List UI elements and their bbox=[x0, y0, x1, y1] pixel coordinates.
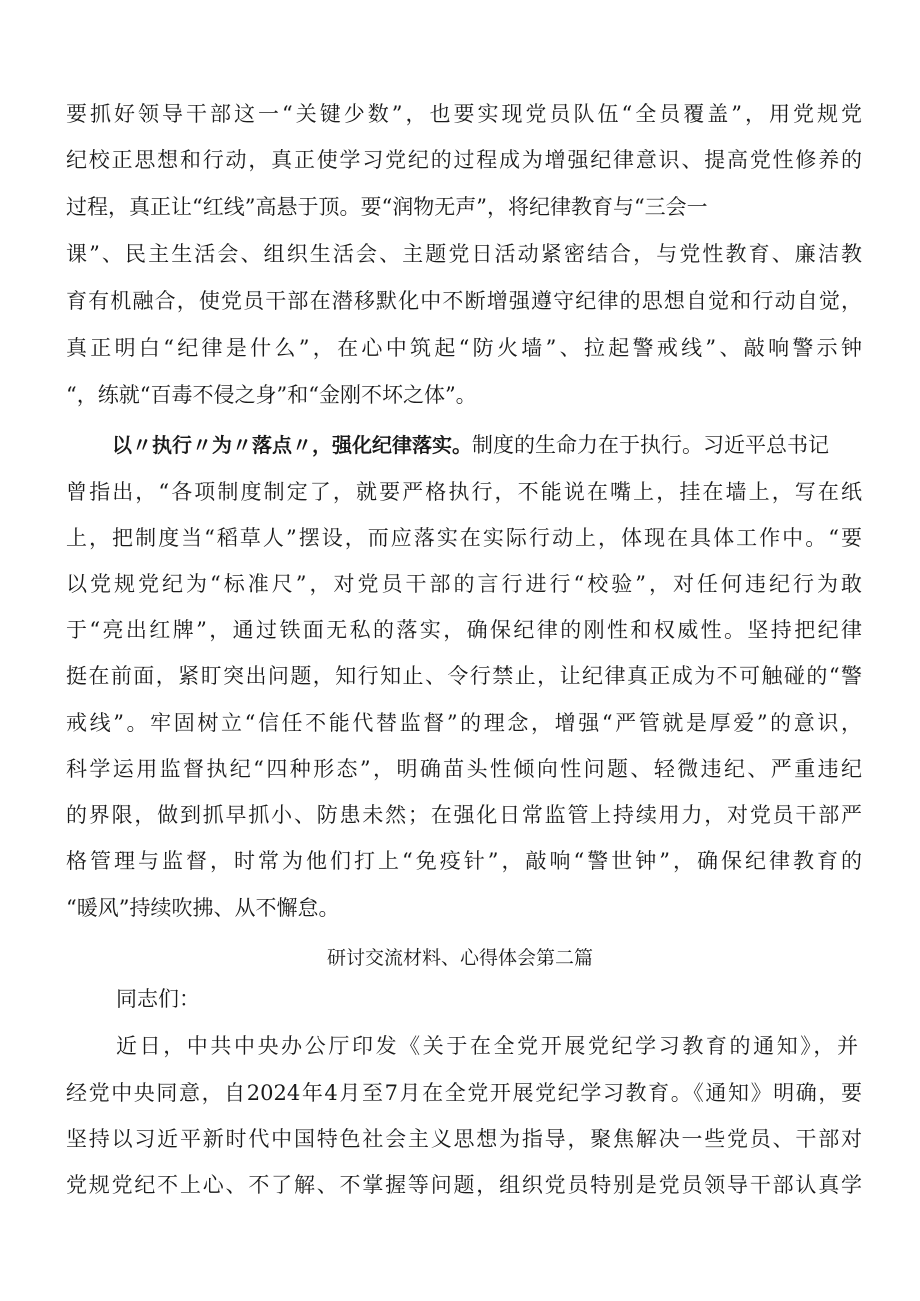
paragraph-2-line: 科学运用监督执纪“四种形态”，明确苗头性倾向性问题、轻微违纪、严重违纪 bbox=[66, 757, 862, 781]
paragraph-2-line: 以党规党纪为“标准尺”，对党员干部的言行进行“校验”，对任何违纪行为敢 bbox=[66, 572, 862, 596]
paragraph-2-line: “暖风”持续吹拂、从不懈怠。 bbox=[66, 896, 340, 920]
paragraph-1-line: 育有机融合，使党员干部在潜移默化中不断增强遵守纪律的思想自觉和行动自觉， bbox=[66, 289, 862, 313]
paragraph-2-line: 戒线”。牢固树立“信任不能代替监督”的理念，增强“严管就是厚爱”的意识， bbox=[66, 711, 862, 735]
paragraph-2-line: 于“亮出红牌”，通过铁面无私的落实，确保纪律的刚性和权威性。坚持把纪律 bbox=[66, 618, 862, 642]
paragraph-2-line: 格管理与监督，时常为他们打上“免疫针”，敲响“警世钟”，确保纪律教育的 bbox=[66, 849, 862, 873]
paragraph-3-line: 近日，中共中央办公厅印发《关于在全党开展党纪学习教育的通知》，并 bbox=[116, 1034, 858, 1058]
paragraph-2-line: 的界限，做到抓早抓小、防患未然；在强化日常监管上持续用力，对党员干部严 bbox=[66, 803, 862, 827]
paragraph-2-first-line-text: 制度的生命力在于执行。习近平总书记 bbox=[472, 433, 829, 457]
paragraph-2-first-line bbox=[112, 435, 829, 456]
salutation: 同志们： bbox=[116, 987, 200, 1011]
paragraph-3-line: 经党中央同意，自2024年4月至7月在全党开展党纪学习教育。《通知》明确，要 bbox=[66, 1081, 862, 1105]
paragraph-3-line: 党规党纪不上心、不了解、不掌握等问题，组织党员特别是党员领导干部认真学 bbox=[66, 1173, 862, 1197]
paragraph-2-line: 曾指出，“各项制度制定了，就要严格执行，不能说在嘴上，挂在墙上，写在纸 bbox=[66, 480, 862, 504]
paragraph-3-line: 坚持以习近平新时代中国特色社会主义思想为指导，聚焦解决一些党员、干部对 bbox=[66, 1127, 862, 1151]
paragraph-1-line: 过程，真正让“红线”高悬于顶。要“润物无声”，将纪律教育与“三会一 bbox=[66, 195, 708, 219]
section-heading: 研讨交流材料、心得体会第二篇 bbox=[326, 947, 593, 969]
bold-lead-sentence: 以〃执行〃为〃落点〃，强化纪律落实。 bbox=[112, 433, 472, 457]
paragraph-2-line: 挺在前面，紧盯突出问题，知行知止、令行禁止，让纪律真正成为不可触碰的“警 bbox=[66, 664, 862, 688]
paragraph-1-line: 纪校正思想和行动，真正使学习党纪的过程成为增强纪律意识、提高党性修养的 bbox=[66, 148, 862, 172]
paragraph-1-line: 课”、民主生活会、组织生活会、主题党日活动紧密结合，与党性教育、廉洁教 bbox=[66, 242, 862, 266]
paragraph-1-line: 要抓好领导干部这一“关键少数”，也要实现党员队伍“全员覆盖”，用党规党 bbox=[66, 102, 862, 126]
paragraph-1-line: 真正明白“纪律是什么”，在心中筑起“防火墙”、拉起警戒线”、敲响警示钟 bbox=[66, 336, 862, 360]
paragraph-2-line: 上，把制度当“稻草人”摆设，而应落实在实际行动上，体现在具体工作中。“要 bbox=[66, 526, 862, 550]
paragraph-1-line: “，练就“百毒不侵之身”和“金刚不坏之体”。 bbox=[66, 383, 477, 407]
